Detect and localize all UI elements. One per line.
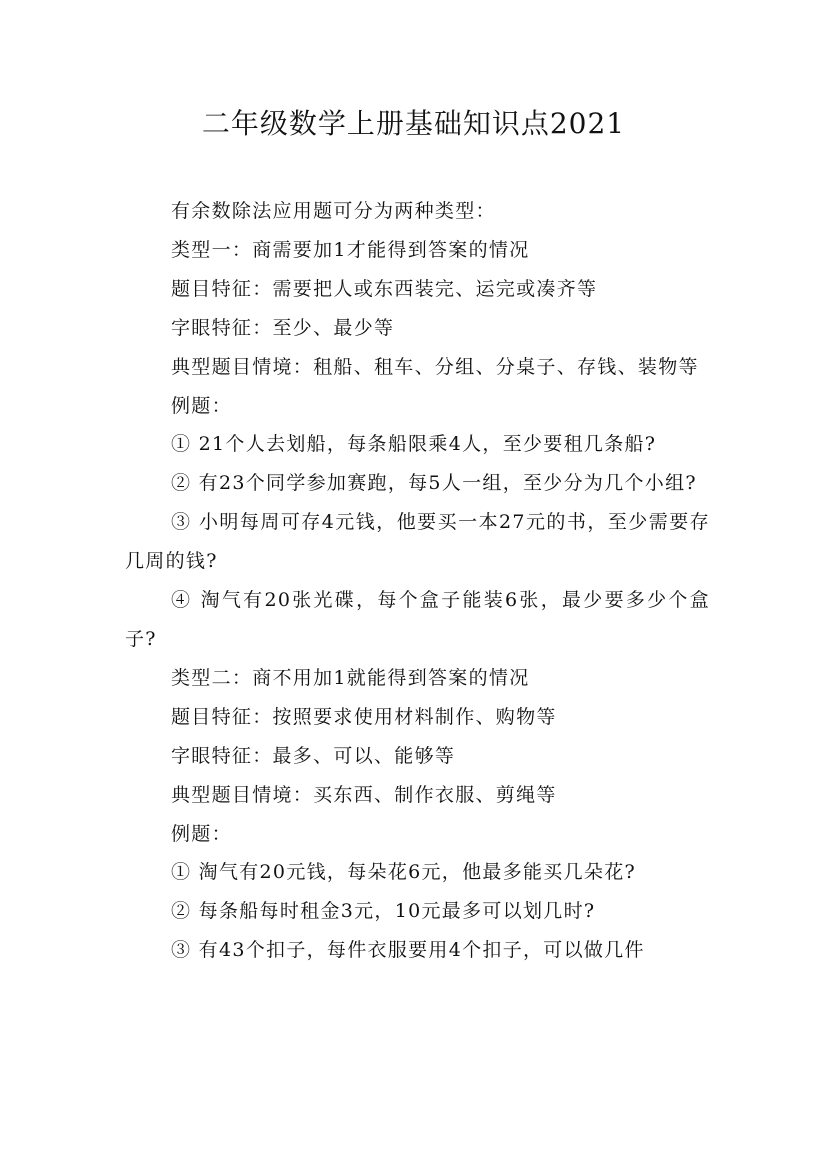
type-one-scenarios: 典型题目情境：租船、租车、分组、分桌子、存钱、装物等 [171,355,699,378]
intro-paragraph: 有余数除法应用题可分为两种类型： [171,200,496,222]
type-two-scenarios: 典型题目情境：买东西、制作衣服、剪绳等 [171,783,557,806]
type-one-keywords: 字眼特征：至少、最少等 [171,316,395,339]
type-two-example-2: ② 每条船每时租金3元，10元最多可以划几时? [171,900,596,923]
document-body [125,192,710,970]
type-one-feature: 题目特征：需要把人或东西装完、运完或凑齐等 [171,277,598,300]
type-one-example-3: ③ 小明每周可存4元钱，他要买一本27元的书，至少需要存几周的钱? [125,511,710,573]
type-two-heading: 类型二：商不用加1就能得到答案的情况 [171,666,530,689]
type-two-examples-label: 例题： [171,822,232,845]
type-two-example-1: ① 淘气有20元钱，每朵花6元，他最多能买几朵花? [171,861,636,884]
type-one-example-1: ① 21个人去划船，每条船限乘4人，至少要租几条船? [171,433,657,456]
type-one-heading: 类型一：商需要加1才能得到答案的情况 [171,238,530,261]
type-two-example-3: ③ 有43个扣子，每件衣服要用4个扣子，可以做几件 [171,939,645,962]
document-title: 二年级数学上册基础知识点2021 [201,107,626,140]
type-one-example-4: ④ 淘气有20张光碟，每个盒子能装6张，最少要多少个盒子? [125,589,710,650]
type-one-example-2: ② 有23个同学参加赛跑，每5人一组，至少分为几个小组? [171,472,697,495]
type-two-feature: 题目特征：按照要求使用材料制作、购物等 [171,705,557,728]
type-one-examples-label: 例题： [171,394,232,417]
type-two-keywords: 字眼特征：最多、可以、能够等 [171,744,456,767]
